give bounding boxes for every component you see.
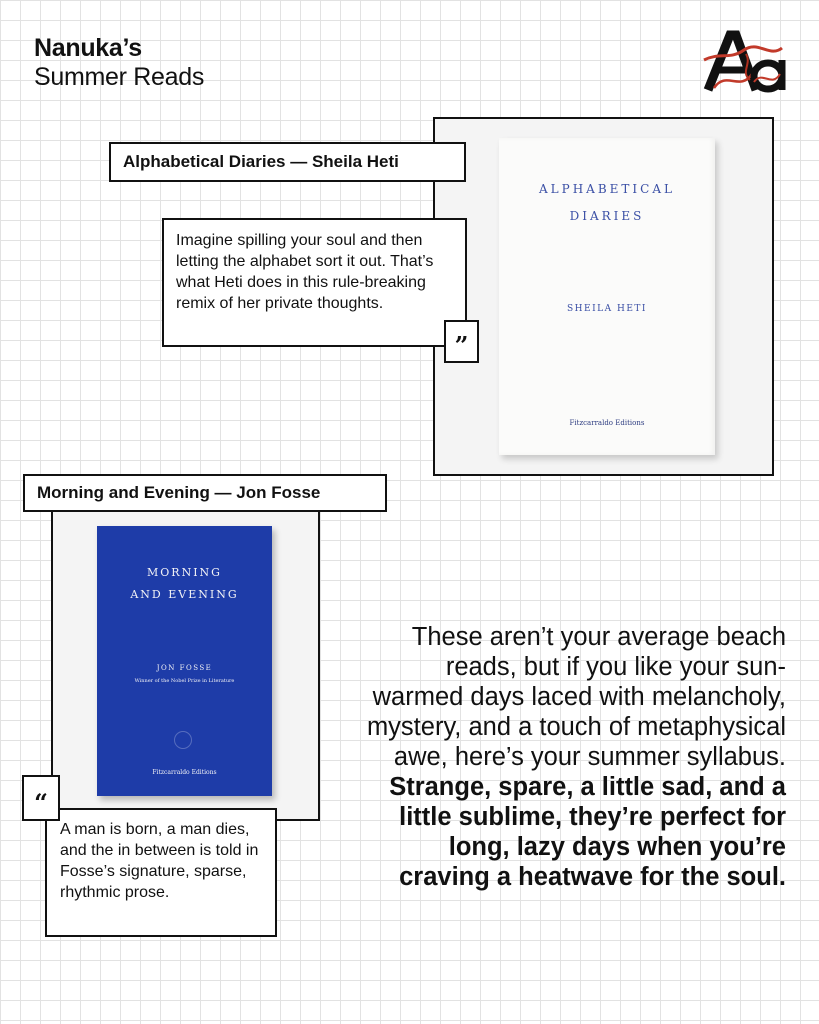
book2-quote: A man is born, a man dies, and the in between is told in Fosse’s signature, sparse, rhythmic prose. bbox=[45, 808, 277, 937]
book1-cover-title-line1: ALPHABETICAL bbox=[539, 182, 675, 196]
book2-cover-title-line1: MORNING bbox=[147, 566, 222, 579]
summary-emphasis: Strange, spare, a little sad, and a little sublime, they’re perfect for long, lazy days when you’re craving a heatwave for the soul. bbox=[389, 773, 786, 891]
book1-cover-publisher: Fitzcarraldo Editions bbox=[569, 419, 645, 427]
aa-logo-icon bbox=[700, 30, 786, 100]
summary-lead: These aren’t your average beach reads, but if you like your sun-warmed days laced with melancholy, mystery, and a touch of metaphysical awe, here’s your summer syllabus. bbox=[366, 623, 786, 771]
book2-cover-title-line2: AND EVENING bbox=[130, 588, 239, 601]
publisher-emblem-icon bbox=[174, 731, 192, 749]
close-quote-icon: ” bbox=[444, 320, 479, 363]
page-title-line1: Nanuka’s bbox=[34, 34, 142, 62]
book2-cover-author: JON FOSSE bbox=[156, 664, 213, 672]
book2-cover-subtitle: Winner of the Nobel Prize in Literature bbox=[134, 678, 235, 684]
book1-cover-title-line2: DIARIES bbox=[569, 209, 645, 223]
book1-quote: Imagine spilling your soul and then letting the alphabet sort it out. That’s what Heti does in this rule-breaking remix of her private thoughts. bbox=[162, 218, 467, 347]
book2-label: Morning and Evening — Jon Fosse bbox=[23, 474, 387, 512]
book2-cover bbox=[97, 526, 272, 796]
book1-label: Alphabetical Diaries — Sheila Heti bbox=[109, 142, 466, 182]
open-quote-icon: “ bbox=[22, 775, 60, 821]
book1-cover-author: SHEILA HETI bbox=[567, 304, 647, 314]
summary-paragraph bbox=[360, 622, 786, 892]
book1-cover bbox=[499, 138, 715, 455]
page-title-line2: Summer Reads bbox=[34, 63, 205, 91]
book2-cover-publisher: Fitzcarraldo Editions bbox=[152, 769, 217, 776]
